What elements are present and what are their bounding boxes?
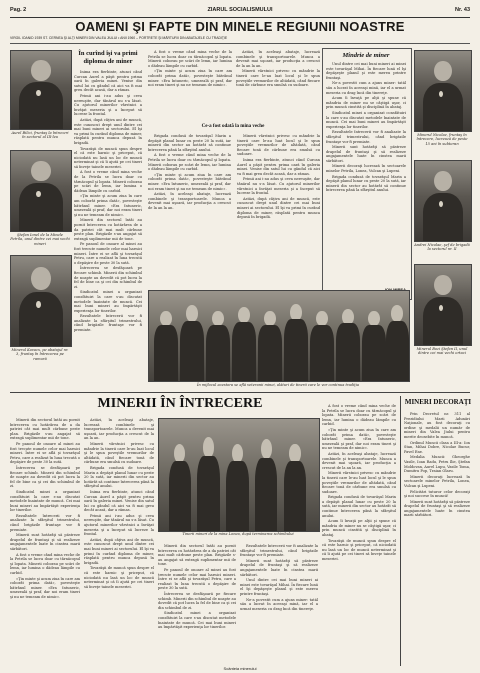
article2-paragraph: «Ţin minte şi acum ziua în care am coborât prima dată», povesteşte bătrânul miner. «Era întuneric, umezeală şi praf, dar noi eram tineri şi nu ne temeam de nimic».: [148, 172, 231, 191]
decorated-divider: [400, 396, 401, 666]
decorated-paragraph: Prin Decretul nr. 311 al Prezidiului Marii Adunări Naţionale, au fost decoraţi cu ordine şi medalii un număr de mineri din Valea Jiului pentru merite deosebite în muncă.: [404, 412, 470, 439]
article1-title: În curînd îşi va primi diploma de miner: [78, 50, 138, 65]
article2-paragraph: Minerii vârstnici privesc cu mândrie la tinerii care le-au luat locul şi le spun poveştile vremurilor de altădată, când fiecare tonă de cărbune era smulsă cu sudoare.: [237, 134, 320, 157]
article2-body-col1: [148, 50, 232, 120]
portrait-caption-4: Minerul Nicolae, fruntaş în întrecere, lucrează de peste 15 ani în subteran: [416, 133, 468, 146]
miners-photo-caption: Tinerii mineri de la mina Lonea, după terminarea schimbului: [182, 532, 294, 536]
article3-paragraph: Minerii vârstnici privesc cu mândrie la tinerii care le-au luat locul şi le spun poveştile vremurilor de altădată, când fiecare tonă de cărbune era smulsă cu sudoare.: [84, 441, 154, 465]
article2-paragraph: Primii ani i-au adus şi ceva nereuşite, dar tânărul nu s-a lăsat. Cu ajutorul minerilor vârstnici a învăţat meseria şi a început să lucreze la frontal.: [237, 177, 320, 196]
article3-paragraph: Tovarăşii de muncă spun despre el că este harnic şi priceput, că niciodată nu lasă un loc de muncă neterminat şi că îi ajută pe cei tineri să înveţe tainele meseriei.: [322, 538, 396, 561]
article3-paragraph: Pe panoul de onoare al minei au fost trecute numele celor mai harnici mineri. Între ei se află şi tovarăşul Petru, care a realizat în luna trecută o depăşire de peste 30 la sută.: [10, 441, 80, 465]
article3-paragraph: Rezultatele întrecerii vor fi analizate la sfârşitul trimestrului, când brigăzile fruntaşe vor fi premiate.: [240, 544, 318, 558]
masthead: [10, 5, 470, 18]
article3-paragraph: A fost o vreme când mina veche de la Petrila se lucra doar cu târnăcopul şi lopata. Minerii coborau pe scări de lemn, iar lumina o dădeau lămpile cu carbid.: [10, 552, 80, 575]
box-paragraph: Ne-a povestit cum a ajuns miner: tatăl său a lucrat în aceeaşi mină, iar el a urmat meseria cu drag încă din tinereţe.: [326, 81, 406, 95]
article3-paragraph: «Ţin minte şi acum ziua în care am coborât prima dată», povesteşte bătrânul miner. «Era întuneric, umezeală şi praf, dar noi eram tineri şi nu ne temeam de nimic».: [10, 576, 80, 599]
portrait-photo-3: [10, 255, 72, 347]
article1-paragraph: «Ţin minte şi acum ziua în care am coborât prima dată», povesteşte bătrânul miner. «Era întuneric, umezeală şi praf, dar noi eram tineri şi nu ne temeam de nimic».: [74, 194, 142, 217]
article3-paragraph: Minerii vârstnici privesc cu mândrie la tinerii care le-au luat locul şi le spun poveştile vremurilor de altădată, când fiecare tonă de cărbune era smulsă cu sudoare.: [322, 471, 396, 494]
decorated-paragraph: Minerii decoraţi lucrează în sectoarele minelor Petrila, Lonea, Vulcan şi Lupeni.: [404, 474, 470, 488]
article3-paragraph: Brigada condusă de tovarăşul Marin a depăşit planul lunar cu peste 20 la sută, iar minerii din sector au hotărât să continue întrecerea până la sfârşitul anului.: [322, 495, 396, 518]
box-paragraph: Sindicatul minei a organizat consfătuiri la care s-au discutat metodele înaintate de muncă. Cei mai buni mineri au împărtăşit experienţa lor tinerilor.: [326, 110, 406, 129]
article2-paragraph: Minerii vârstnici privesc cu mândrie la tinerii care le-au luat locul şi le spun poveştile vremurilor de altădată, când fiecare tonă de cărbune era smulsă cu sudoare.: [236, 69, 320, 88]
box-title: Mîndrie de miner: [342, 52, 390, 59]
article3-paragraph: Întrecerea se desfăşoară pe fiecare schimb. Minerii din schimbul de noapte au dovedit că pot lucra la fel de bine ca şi cei din schimbul de zi.: [158, 591, 236, 610]
article3-paragraph: Minerii din sectorul întâi au pornit întrecerea cu hotărârea de a da patriei cât mai mult cărbune peste plan. Brigăzile s-au angajat să extragă suplimentar mii de tone.: [158, 544, 236, 567]
portrait-photo-1: [10, 50, 72, 130]
article3-col5: [322, 404, 396, 666]
box-body: [326, 62, 406, 284]
article2-paragraph: A fost o vreme când mina veche de la Petrila se lucra doar cu târnăcopul şi lopata. Minerii coborau pe scări de lemn, iar lumina o dădeau lămpile cu carbid.: [148, 153, 231, 172]
portrait-photo-5: [414, 160, 472, 242]
article3-paragraph: Întrecerea se desfăşoară pe fiecare schimb. Minerii din schimbul de noapte au dovedit că pot lucra la fel de bine ca şi cei din schimbul de zi.: [10, 465, 80, 489]
page-headline: OAMENI ŞI FAPTE DIN MINELE REGIUNII NOASTRE: [75, 19, 405, 34]
miners-photo: [158, 418, 320, 532]
box-paragraph: Unul dintre cei mai buni mineri ai minei este tovarăşul Mihai. În fiecare lună el îşi depăşeşte planul şi este mereu printre fruntaşi.: [326, 62, 406, 80]
article3-paragraph: Sindicatul minei a organizat consfătuiri la care s-au discutat metodele înaintate de muncă. Cei mai buni mineri au împărtăşit experienţa lor tinerilor.: [10, 489, 80, 513]
portrait-photo-6: [414, 264, 472, 346]
decorated-paragraph: Medalia Muncii: Gheorghe Vasile, Ioan Radu, Petru Ilie, Ştefan Moldovan, Aurel Lupu, Vasile Toma, Dumitru Pop, Traian Olaru.: [404, 455, 470, 474]
article2-paragraph: Astăzi, în aceleaşi abataje, lucrează combinele şi transportoarele. Munca a devenit mai uşoară, iar producţia a crescut de la an la an.: [236, 50, 320, 68]
article3-paragraph: «Ţin minte şi acum ziua în care am coborât prima dată», povesteşte bătrânul miner. «Era întuneric, umezeală şi praf, dar noi eram tineri şi nu ne temeam de nimic».: [322, 427, 396, 451]
article3-paragraph: Pe panoul de onoare al minei au fost trecute numele celor mai harnici mineri. Între ei se află şi tovarăşul Petru, care a realizat în luna trecută o depăşire de peste 30 la sută.: [158, 567, 236, 591]
article1-paragraph: Rezultatele întrecerii vor fi analizate la sfârşitul trimestrului, când brigăzile fruntaşe vor fi premiate.: [74, 314, 142, 333]
article3-col4: [240, 544, 318, 662]
article3-paragraph: Minerii sunt hotărâţi să păstreze drapelul de fruntaşi şi să realizeze angajamentele luate în cinstea marii sărbători.: [240, 558, 318, 577]
article1-paragraph: Primii ani i-au adus şi ceva nereuşite, dar tânărul nu s-a lăsat. Cu ajutorul minerilor vârstnici a învăţat meseria şi a început să lucreze la frontal.: [74, 93, 142, 117]
article3-paragraph: Brigada condusă de tovarăşul Marin a depăşit planul lunar cu peste 20 la sută, iar minerii din sector au hotărât să continue întrecerea până la sfârşitul anului.: [84, 465, 154, 489]
group-photo-caption: În mijlocul acestora se află veteranii minei, alături de tinerii care le vor continua tradiţia: [196, 383, 359, 387]
article2-paragraph: Inima era fierbinte, atunci când Curcan Aurel a păşit pentru prima oară în galeria minei. Venise din satul lui cu gândul că aici va fi mai greu decât acasă, dar a rămas.: [237, 157, 320, 176]
article3-paragraph: Minerii sunt hotărâţi să păstreze drapelul de fruntaşi şi să realizeze angajamentele luate în cinstea marii sărbători.: [10, 533, 80, 552]
box-paragraph: Rezultatele întrecerii vor fi analizate la sfârşitul trimestrului, când brigăzile fruntaşe vor fi premiate.: [326, 130, 406, 144]
box-paragraph: Brigada condusă de tovarăşul Marin a depăşit planul lunar cu peste 20 la sută, iar minerii din sector au hotărât să continue întrecerea până la sfârşitul anului.: [326, 174, 406, 193]
page-number: Pag. 2: [10, 7, 27, 13]
paper-name: ZIARUL SOCIALISMULUI: [207, 7, 273, 13]
portrait-caption-3: Minerul Kovacs, pe abatajul nr. 3, fruntaş în întrecerea pe ramură: [11, 348, 69, 361]
article1-paragraph: Sindicatul minei a organizat consfătuiri la care s-au discutat metodele înaintate de muncă. Cei mai buni mineri au împărtăşit experienţa lor tinerilor.: [74, 290, 142, 313]
article1-body: [74, 70, 142, 370]
article3-paragraph: Sindicatul minei a organizat consfătuiri la care s-au discutat metodele înaintate de muncă. Cei mai buni mineri au împărtăşit experienţa lor tinerilor.: [158, 611, 236, 630]
article3-col1: [10, 418, 80, 666]
article3-paragraph: Astăzi, în aceleaşi abataje, lucrează combinele şi transportoarele. Munca a devenit mai uşoară, iar producţia a crescut de la an la an.: [322, 451, 396, 470]
article1-paragraph: Astăzi, după câţiva ani de muncă, este cunoscut drept unul dintre cei mai buni mineri ai sectorului. El îşi va primi în curând diploma de miner, răsplată pentru munca depusă în brigadă.: [74, 117, 142, 145]
decorated-paragraph: Felicitări tuturor celor decoraţi şi noi succese în muncă!: [404, 489, 470, 499]
article3-paragraph: Primii ani i-au adus şi ceva nereuşite, dar tânărul nu s-a lăsat. Cu ajutorul minerilor vârstnici a învăţat meseria şi a început să lucreze la frontal.: [84, 513, 154, 537]
article2-body-col3: [148, 134, 320, 284]
article2-body-col2: [236, 50, 320, 120]
article3-title: MINERII ÎN ÎNTRECERE: [97, 396, 263, 411]
article2-paragraph: Astăzi, în aceleaşi abataje, lucrează combinele şi transportoarele. Munca a devenit mai uşoară, iar producţia a crescut de la an la an.: [148, 192, 231, 210]
portrait-caption-1: Aurel Bilici, fruntaş la întreceri în sectorul al III-lea: [11, 131, 69, 140]
article3-col2: [84, 418, 154, 666]
page-subheadline: VIRGIL IOANID 1939 ST. CERNEA ŞI ALŢI MINERI DIN VALEA JIULUI • ANII 1960 – PORTRETE ŞI MĂRTURII DIN ABATAJELE CU TRADIŢIE: [10, 36, 470, 44]
portrait-photo-2: [10, 150, 72, 232]
article3-paragraph: Rezultatele întrecerii vor fi analizate la sfârşitul trimestrului, când brigăzile fruntaşe vor fi premiate.: [10, 513, 80, 532]
page-footer: Scânteia minerului: [223, 666, 257, 671]
decorated-paragraph: Minerii sunt hotărâţi să păstreze drapelul de fruntaşi şi să realizeze angajamentele luate în cinstea marii sărbători.: [404, 499, 470, 518]
article3-col3: [158, 544, 236, 662]
group-photo: [148, 290, 410, 382]
box-paragraph: Minerii decoraţi lucrează în sectoarele minelor Petrila, Lonea, Vulcan şi Lupeni.: [326, 164, 406, 174]
article3-paragraph: Inima era fierbinte, atunci când Curcan Aurel a păşit pentru prima oară în galeria minei. Venise din satul lui cu gândul că aici va fi mai greu decât acasă, dar a rămas.: [84, 489, 154, 513]
article3-paragraph: Unul dintre cei mai buni mineri ai minei este tovarăşul Mihai. În fiecare lună el îşi depăşeşte planul şi este mereu printre fruntaşi.: [240, 578, 318, 596]
portrait-photo-4: [414, 50, 472, 132]
article3-paragraph: Astăzi, în aceleaşi abataje, lucrează combinele şi transportoarele. Munca a devenit mai uşoară, iar producţia a crescut de la an la an.: [84, 418, 154, 441]
article1-paragraph: Tovarăşii de muncă spun despre el că este harnic şi priceput, că niciodată nu lasă un loc de muncă neterminat şi că îi ajută pe cei tineri să înveţe tainele meseriei.: [74, 146, 142, 169]
article1-paragraph: Pe panoul de onoare al minei au fost trecute numele celor mai harnici mineri. Între ei se află şi tovarăşul Petru, care a realizat în luna trecută o depăşire de peste 30 la sută.: [74, 242, 142, 265]
article3-paragraph: Acum îi învaţă pe alţii şi spune că mândria de miner nu se câştigă uşor, ci prin muncă cinstită şi disciplină în abataj.: [322, 519, 396, 538]
article2-paragraph: Brigada condusă de tovarăşul Marin a depăşit planul lunar cu peste 20 la sută, iar minerii din sector au hotărât să continue întrecerea până la sfârşitul anului.: [148, 134, 231, 152]
article3-paragraph: Tovarăşii de muncă spun despre el că este harnic şi priceput, că niciodată nu lasă un loc de muncă neterminat şi că îi ajută pe cei tineri să înveţe tainele meseriei.: [84, 566, 154, 589]
article2-paragraph: Astăzi, după câţiva ani de muncă, este cunoscut drept unul dintre cei mai buni mineri ai sectorului. El îşi va primi în curând diploma de miner, răsplată pentru munca depusă în brigadă.: [237, 196, 320, 220]
portrait-caption-6: Minerul Bozi Ştefan II, unul dintre cei mai vechi ortaci: [416, 347, 468, 356]
portrait-caption-2: Ştefan Ionel de la Minele Petrila, unul dintre cei mai vechi mineri: [10, 233, 70, 246]
article2-paragraph: «Ţin minte şi acum ziua în care am coborât prima dată», povesteşte bătrânul miner. «Era întuneric, umezeală şi praf, dar noi eram tineri şi nu ne temeam de nimic».: [148, 69, 232, 88]
article3-paragraph: Minerii din sectorul întâi au pornit întrecerea cu hotărârea de a da patriei cât mai mult cărbune peste plan. Brigăzile s-au angajat să extragă suplimentar mii de tone.: [10, 418, 80, 441]
issue-number: Nr. 43: [455, 7, 470, 13]
decorated-body: [404, 412, 470, 666]
portrait-caption-5: Andrei Nicolae, şef de brigadă la sectorul nr. II: [414, 243, 470, 252]
box-paragraph: Minerii sunt hotărâţi să păstreze drapelul de fruntaşi şi să realizeze angajamentele luate în cinstea marii sărbători.: [326, 145, 406, 163]
article1-paragraph: A fost o vreme când mina veche de la Petrila se lucra doar cu târnăcopul şi lopata. Minerii coborau pe scări de lemn, iar lumina o dădeau lămpile cu carbid.: [74, 170, 142, 193]
section-divider: [10, 392, 470, 393]
article2-paragraph: A fost o vreme când mina veche de la Petrila se lucra doar cu târnăcopul şi lopata. Minerii coborau pe scări de lemn, iar lumina o dădeau lămpile cu carbid.: [148, 50, 232, 68]
decorated-paragraph: Ordinul Muncii clasa a III-a: Ion Stan, Mihai Dobre, Nicolae Bucur, Pavel Ene.: [404, 440, 470, 454]
box-paragraph: Acum îi învaţă pe alţii şi spune că mândria de miner nu se câştigă uşor, ci prin muncă cinstită şi disciplină în abataj.: [326, 96, 406, 110]
decorated-title: MINERI DECORAŢI: [404, 398, 472, 406]
article3-paragraph: Ne-a povestit cum a ajuns miner: tatăl său a lucrat în aceeaşi mină, iar el a urmat meseria cu drag încă din tinereţe.: [240, 597, 318, 611]
article3-paragraph: Astăzi, după câţiva ani de muncă, este cunoscut drept unul dintre cei mai buni mineri ai sectorului. El îşi va primi în curând diploma de miner, răsplată pentru munca depusă în brigadă.: [84, 537, 154, 565]
article2-title: Ce-a fost odată la mina veche: [201, 124, 265, 129]
article1-paragraph: Inima era fierbinte, atunci când Curcan Aurel a păşit pentru prima oară în galeria minei. Venise din satul lui cu gândul că aici va fi mai greu decât acasă, dar a rămas.: [74, 70, 142, 93]
article1-paragraph: Întrecerea se desfăşoară pe fiecare schimb. Minerii din schimbul de noapte au dovedit că pot lucra la fel de bine ca şi cei din schimbul de zi.: [74, 266, 142, 289]
article3-paragraph: A fost o vreme când mina veche de la Petrila se lucra doar cu târnăcopul şi lopata. Minerii coborau pe scări de lemn, iar lumina o dădeau lămpile cu carbid.: [322, 404, 396, 427]
article1-paragraph: Minerii din sectorul întâi au pornit întrecerea cu hotărârea de a da patriei cât mai mult cărbune peste plan. Brigăzile s-au angajat să extragă suplimentar mii de tone.: [74, 218, 142, 241]
